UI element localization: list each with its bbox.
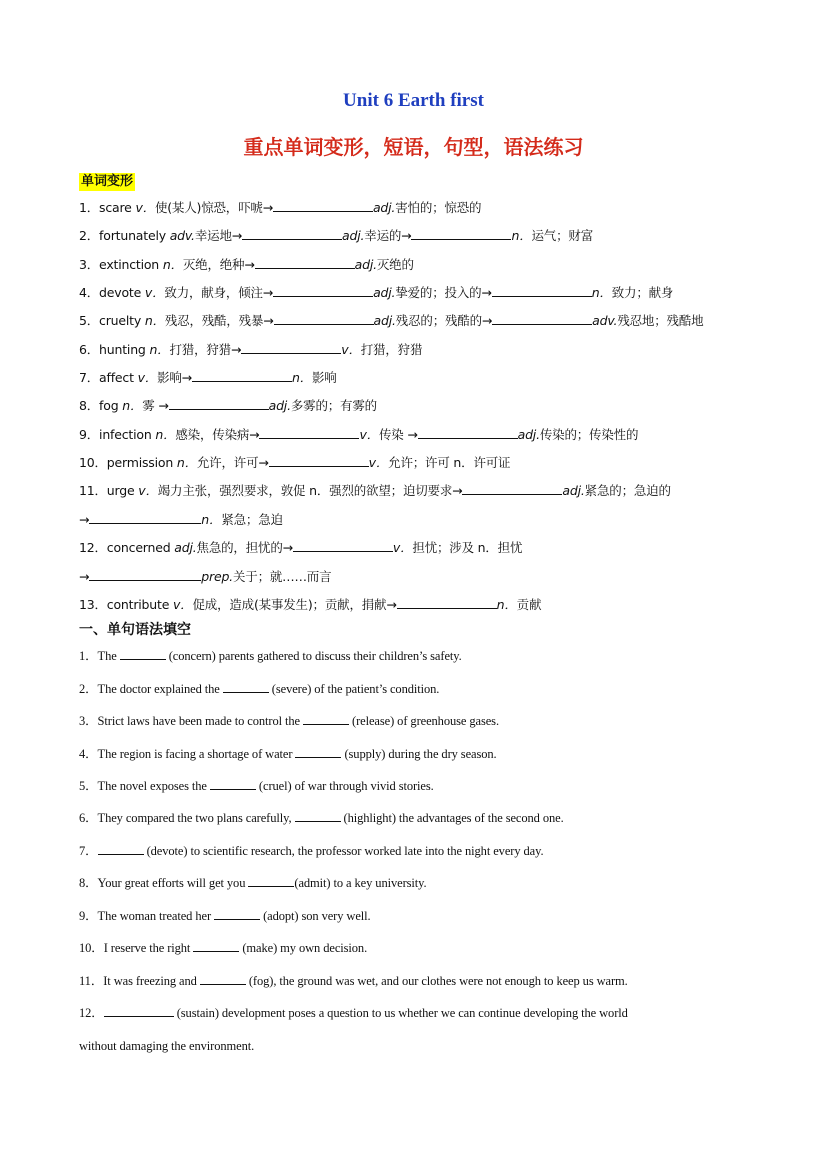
question-text: (concern) parents gathered to discuss their children’s safety.: [165, 649, 462, 663]
question-text: (severe) of the patient’s condition.: [268, 682, 440, 696]
vocab-pos: adj.: [373, 313, 396, 328]
fill-blank[interactable]: [200, 972, 246, 985]
question-text: (sustain) development poses a question to us whether we can continue developing the world: [173, 1006, 628, 1020]
vocab-pos: adj.: [174, 540, 197, 555]
question-text: (release) of greenhouse gases.: [349, 714, 499, 728]
question-text: 6．They compared the two plans carefully,: [79, 811, 295, 825]
vocab-item: [79, 199, 481, 217]
vocab-item: [79, 596, 541, 614]
vocab-item: [79, 539, 522, 557]
question-text: 3．Strict laws have been made to control the: [79, 714, 304, 728]
vocab-pos: adv.: [592, 313, 618, 328]
question-item: [79, 874, 427, 892]
vocab-word: 4．devote: [79, 285, 145, 300]
vocab-item: [79, 256, 414, 274]
vocab-pos: adj.: [372, 200, 396, 215]
vocab-item: [79, 511, 283, 529]
fill-blank[interactable]: [120, 647, 166, 660]
fill-blank[interactable]: [214, 907, 260, 920]
question-text: 7．: [79, 844, 98, 858]
question-12-continued: without damaging the environment.: [79, 1039, 255, 1053]
question-item: [79, 907, 371, 925]
fill-blank[interactable]: [223, 680, 269, 693]
question-text: (cruel) of war through vivid stories.: [255, 779, 434, 793]
question-text: 2．The doctor explained the: [79, 682, 223, 696]
vocab-pos: n．: [155, 427, 176, 442]
vocab-meaning: 促成，造成(某事发生)；贡献，捐献→: [192, 597, 397, 612]
answer-blank[interactable]: [397, 596, 497, 609]
answer-blank[interactable]: [492, 284, 592, 297]
answer-blank[interactable]: [273, 284, 373, 297]
fill-blank[interactable]: [104, 1004, 174, 1017]
vocab-word: 5．cruelty: [79, 313, 145, 328]
vocab-word: 7．affect: [79, 370, 138, 385]
vocab-word: 13．contribute: [79, 597, 173, 612]
vocab-pos: v．: [359, 427, 379, 442]
vocab-meaning: 传染的；传染性的: [539, 427, 639, 442]
question-item: [79, 972, 628, 990]
answer-blank[interactable]: [255, 256, 355, 269]
vocab-pos: n．: [201, 512, 222, 527]
vocab-meaning: 允许；许可 n．许可证: [388, 455, 511, 470]
question-text: 9．The woman treated her: [79, 909, 215, 923]
vocab-pos: v．: [137, 370, 158, 385]
vocab-item: [79, 227, 593, 245]
fill-blank[interactable]: [303, 712, 349, 725]
question-item: [79, 842, 543, 860]
vocab-meaning: 致力，献身，倾注→: [164, 285, 274, 300]
vocab-pos: n．: [176, 455, 197, 470]
answer-blank[interactable]: [242, 227, 342, 240]
vocab-meaning: 焦急的，担忧的→: [196, 540, 293, 555]
vocab-meaning: 幸运地→: [194, 228, 243, 243]
vocab-item: [79, 426, 638, 444]
answer-blank[interactable]: [274, 312, 374, 325]
question-item: [79, 777, 434, 795]
vocab-meaning: 雾 →: [142, 398, 169, 413]
vocab-word: 11．urge: [79, 483, 139, 498]
vocab-meaning: 允许，许可→: [196, 455, 269, 470]
vocab-pos: v．: [135, 200, 155, 215]
vocab-pos: n．: [149, 342, 170, 357]
question-text: (supply) during the dry season.: [341, 747, 497, 761]
answer-blank[interactable]: [241, 341, 341, 354]
vocab-word: 2．fortunately: [79, 228, 170, 243]
question-text: 5．The novel exposes the: [79, 779, 210, 793]
vocab-word: 9．infection: [79, 427, 156, 442]
vocab-meaning: 紧急的；急迫的: [584, 483, 671, 498]
vocab-meaning: 感染，传染病→: [175, 427, 260, 442]
vocab-meaning: 影响: [311, 370, 337, 385]
vocab-meaning: 残忍的；残酷的→: [395, 313, 493, 328]
answer-blank[interactable]: [411, 227, 511, 240]
answer-blank[interactable]: [259, 426, 359, 439]
vocab-pos: n．: [496, 597, 517, 612]
vocab-word: 8．fog: [79, 398, 123, 413]
vocab-meaning: 竭力主张，强烈要求，敦促 n．强烈的欲望；迫切要求→: [157, 483, 463, 498]
vocab-pos: adj.: [268, 398, 291, 413]
question-text: 1．The: [79, 649, 120, 663]
question-text: (fog), the ground was wet, and our clothes were not enough to keep us warm.: [245, 974, 628, 988]
vocab-pos: n．: [122, 398, 143, 413]
vocab-meaning: 紧急；急迫: [221, 512, 283, 527]
answer-blank[interactable]: [192, 369, 292, 382]
question-item: [79, 647, 462, 665]
vocab-meaning: 关于；就……而言: [232, 569, 332, 584]
fill-blank[interactable]: [248, 874, 294, 887]
vocab-item: [79, 482, 671, 500]
fill-blank[interactable]: [210, 777, 256, 790]
vocab-pos: adv.: [169, 228, 195, 243]
question-text: 12．: [79, 1006, 104, 1020]
fill-blank[interactable]: [98, 842, 144, 855]
vocab-pos: n．: [162, 257, 183, 272]
fill-blank[interactable]: [295, 745, 341, 758]
question-item: [79, 680, 439, 698]
vocab-word: 12．concerned: [79, 540, 175, 555]
vocab-item: [79, 397, 377, 415]
question-text: 4．The region is facing a shortage of water: [79, 747, 296, 761]
question-text: (make) my own decision.: [239, 941, 368, 955]
vocab-pos: adj.: [342, 228, 365, 243]
vocab-meaning: 打猎，狩猎: [360, 342, 423, 357]
vocab-item: [79, 284, 673, 302]
vocab-meaning: 灭绝，绝种→: [182, 257, 255, 272]
question-item: [79, 809, 564, 827]
vocab-item: [79, 312, 703, 330]
vocab-meaning: 使(某人)惊恐，吓唬→: [154, 200, 273, 215]
question-text: (devote) to scientific research, the professor worked late into the night every day.: [143, 844, 544, 858]
vocab-item: [79, 568, 331, 586]
answer-blank[interactable]: [492, 312, 592, 325]
question-text: (admit) to a key university.: [294, 876, 427, 890]
vocab-meaning: 传染 →: [378, 427, 418, 442]
question-text: (adopt) son very well.: [260, 909, 371, 923]
vocab-meaning: →: [79, 569, 90, 584]
vocab-pos: n．: [511, 228, 532, 243]
vocab-meaning: 残忍地；残酷地: [617, 313, 704, 328]
question-item: [79, 745, 497, 763]
vocab-item: [79, 341, 422, 359]
vocab-tag: 单词变形: [81, 174, 134, 189]
vocab-word: 10．permission: [79, 455, 177, 470]
answer-blank[interactable]: [89, 568, 201, 581]
vocab-meaning: 致力；献身: [611, 285, 674, 300]
vocab-meaning: 担忧；涉及 n．担忧: [412, 540, 523, 555]
vocab-item: [79, 369, 337, 387]
vocab-pos: adj.: [354, 257, 377, 272]
vocab-pos: prep.: [201, 569, 233, 584]
vocab-pos: v．: [368, 455, 389, 470]
vocab-word: 1．scare: [79, 200, 136, 215]
vocab-meaning: 影响→: [157, 370, 192, 385]
vocab-pos: v．: [144, 285, 165, 300]
page-subtitle: 重点单词变形，短语，句型，语法练习: [243, 135, 584, 159]
vocab-meaning: 多雾的；有雾的: [290, 398, 377, 413]
question-item: [79, 712, 499, 730]
vocab-meaning: 害怕的；惊恐的: [395, 200, 482, 215]
answer-blank[interactable]: [269, 454, 369, 467]
vocab-meaning: 挚爱的；投入的→: [395, 285, 492, 300]
question-item: [79, 939, 367, 957]
fill-blank[interactable]: [193, 939, 239, 952]
vocab-meaning: 贡献: [516, 597, 542, 612]
vocab-pos: adj.: [373, 285, 396, 300]
vocab-pos: adj.: [517, 427, 540, 442]
vocab-pos: v．: [138, 483, 158, 498]
question-text: 8．Your great efforts will get you: [79, 876, 249, 890]
answer-blank[interactable]: [418, 426, 518, 439]
section-title: 一、单句语法填空: [79, 622, 191, 638]
vocab-meaning: 打猎，狩猎→: [169, 342, 242, 357]
question-text: 11．It was freezing and: [79, 974, 200, 988]
question-text: (highlight) the advantages of the second one.: [340, 811, 564, 825]
question-item: [79, 1004, 628, 1022]
answer-blank[interactable]: [273, 199, 373, 212]
vocab-meaning: →: [79, 512, 90, 527]
vocab-meaning: 灭绝的: [376, 257, 414, 272]
vocab-pos: n．: [591, 285, 612, 300]
answer-blank[interactable]: [293, 539, 393, 552]
page-title: Unit 6 Earth first: [343, 90, 484, 111]
question-text: 10．I reserve the right: [79, 941, 194, 955]
vocab-pos: v．: [392, 540, 413, 555]
vocab-item: [79, 454, 510, 472]
answer-blank[interactable]: [169, 397, 269, 410]
fill-blank[interactable]: [295, 809, 341, 822]
vocab-pos: v．: [341, 342, 361, 357]
vocab-word: 3．extinction: [79, 257, 163, 272]
vocab-meaning: 残忍，残酷，残暴→: [164, 313, 274, 328]
vocab-meaning: 幸运的→: [364, 228, 412, 243]
answer-blank[interactable]: [462, 482, 562, 495]
vocab-pos: n．: [144, 313, 165, 328]
vocab-pos: n．: [291, 370, 312, 385]
vocab-word: 6．hunting: [79, 342, 150, 357]
vocab-meaning: 运气；财富: [531, 228, 594, 243]
answer-blank[interactable]: [89, 511, 201, 524]
vocab-pos: adj.: [562, 483, 585, 498]
vocab-pos: v．: [172, 597, 193, 612]
